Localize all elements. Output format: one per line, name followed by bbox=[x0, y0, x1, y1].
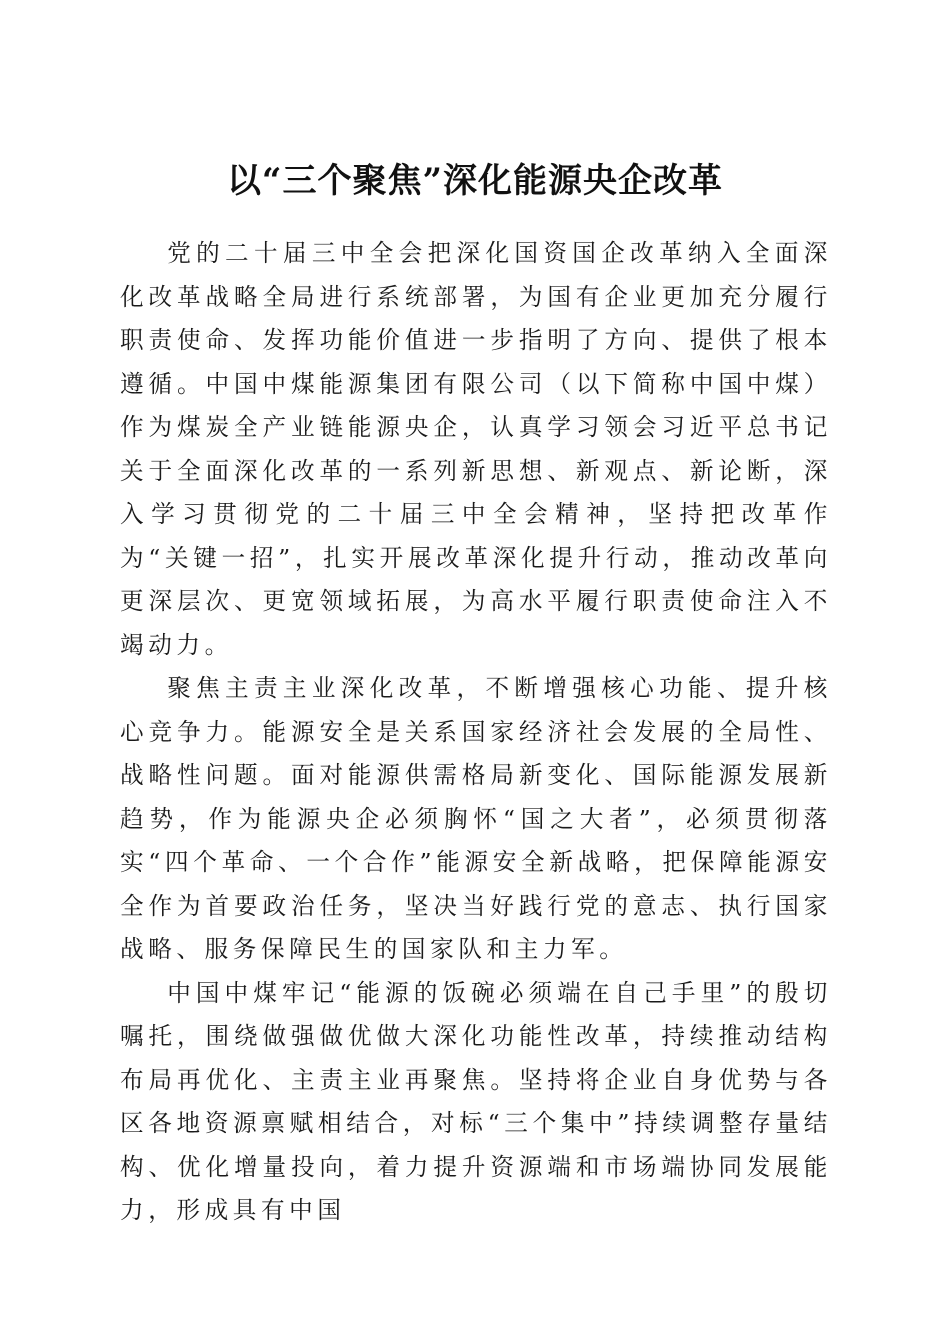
paragraph-3: 中国中煤牢记“能源的饭碗必须端在自己手里”的殷切嘱托，围绕做强做优做大深化功能性改革，持续推动结构布局再优化、主责主业再聚焦。坚持将企业自身优势与各区各地资源禀赋相结合，对标“三个集中”持续调整存量结构、优化增量投向，着力提升资源端和市场端协同发展能力，形成具有中国 bbox=[120, 978, 832, 1224]
paragraph-2: 聚焦主责主业深化改革，不断增强核心功能、提升核心竞争力。能源安全是关系国家经济社会发展的全局性、战略性问题。面对能源供需格局新变化、国际能源发展新趋势，作为能源央企必须胸怀“国之大者”，必须贯彻落实“四个革命、一个合作”能源安全新战略，把保障能源安全作为首要政治任务，坚决当好践行党的意志、执行国家战略、服务保障民生的国家队和主力军。 bbox=[120, 674, 832, 963]
paragraph-1: 党的二十届三中全会把深化国资国企改革纳入全面深化改革战略全局进行系统部署，为国有企业更加充分履行职责使命、发挥功能价值进一步指明了方向、提供了根本遵循。中国中煤能源集团有限公司（以下简称中国中煤）作为煤炭全产业链能源央企，认真学习领会习近平总书记关于全面深化改革的一系列新思想、新观点、新论断，深入学习贯彻党的二十届三中全会精神，坚持把改革作为“关键一招”，扎实开展改革深化提升行动，推动改革向更深层次、更宽领域拓展，为高水平履行职责使命注入不竭动力。 bbox=[120, 239, 832, 659]
document-title: 以“三个聚焦”深化能源央企改革 bbox=[226, 160, 724, 201]
document-body bbox=[120, 232, 832, 1233]
